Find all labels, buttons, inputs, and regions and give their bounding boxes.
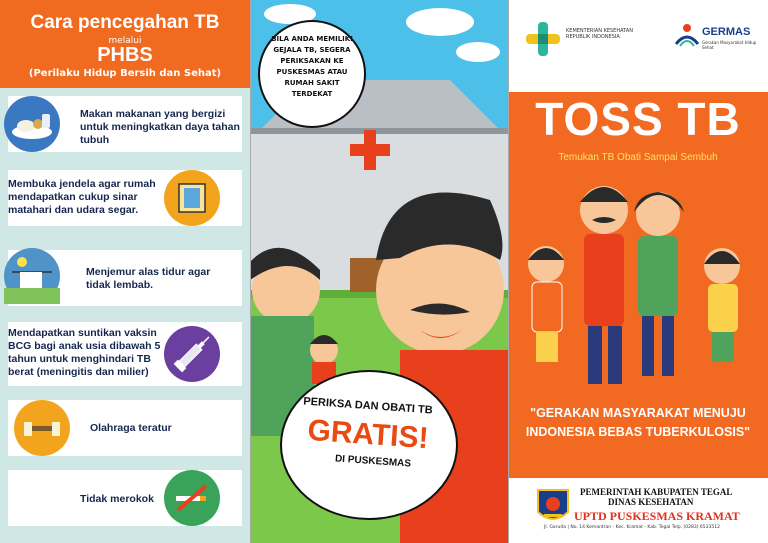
issuer-puskesmas: UPTD PUSKESMAS KRAMAT [574,509,740,523]
prevention-title: Cara pencegahan TB [30,12,220,33]
phbs-heading: PHBS [97,44,153,66]
toss-tb-title: TOSS TB [535,93,741,145]
issuer-address: Jl. Garuda | No. 14 Kemantran - Kec. Kramat - Kab. Tegal Telp. (0283) 6533512 [544,525,720,530]
melalui-label: melalui [108,36,142,46]
drying-bedding-icon [4,248,60,304]
issuer-name [580,487,760,507]
issuer-department: DINAS KESEHATAN [608,497,694,507]
phbs-subtitle: (Perilaku Hidup Bersih dan Sehat) [28,68,222,79]
tip-text: Olahraga teratur [90,422,172,434]
promo-line1: PERIKSA DAN OBATI TB [302,395,434,417]
toss-tb-slogan: "GERAKAN MASYARAKAT MENUJU INDONESIA BEBAS TUBERKULOSIS" [525,406,751,439]
promo-gratis: GRATIS! [306,413,430,456]
symptom-message: BILA ANDA MEMILIKI GEJALA TB, SEGERA PERIKSAKAN KE PUSKESMAS ATAU RUMAH SAKIT TERDEKAT [271,35,353,98]
prevention-header [0,0,250,88]
healthy-food-icon [4,96,60,152]
cloud-icon [406,8,474,36]
family-illustration [508,172,768,394]
germas-label: GERMAS [702,26,751,38]
tip-text: Menjemur alas tidur agar tidak lembab. [86,266,211,291]
no-smoking-icon [164,470,220,526]
screening-panel [250,0,508,543]
germas-subtitle: Gerakan Masyarakat Hidup Sehat [702,40,757,50]
window-icon [164,170,220,226]
dumbbell-icon [14,400,70,456]
fold-divider [508,0,509,543]
toss-tb-panel [508,0,768,543]
tip-text: Mendapatkan suntikan vaksin BCG bagi anak usia dibawah 5 tahun untuk menghindari TB berat (meningitis dan milier) [8,327,161,378]
germas-logo [674,22,700,48]
promo-line2: DI PUSKESMAS [334,453,412,470]
tegal-regency-emblem [536,488,570,526]
tip-text: Membuka jendela agar rumah mendapatkan cukup sinar matahari dan udara segar. [8,178,156,216]
cloud-icon [456,42,500,62]
issuer-regency: PEMERINTAH KABUPATEN TEGAL [580,487,733,497]
kemenkes-label: KEMENTERIAN KESEHATAN REPUBLIK INDONESIA [566,28,633,40]
prevention-panel [0,0,250,543]
tip-text: Makan makanan yang bergizi untuk meningkatkan daya tahan tubuh [80,108,240,146]
fold-divider [250,0,251,543]
toss-tb-tagline: Temukan TB Obati Sampai Sembuh [558,152,718,163]
tip-text: Tidak merokok [80,493,154,505]
syringe-icon [164,326,220,382]
kemenkes-logo [526,22,560,56]
